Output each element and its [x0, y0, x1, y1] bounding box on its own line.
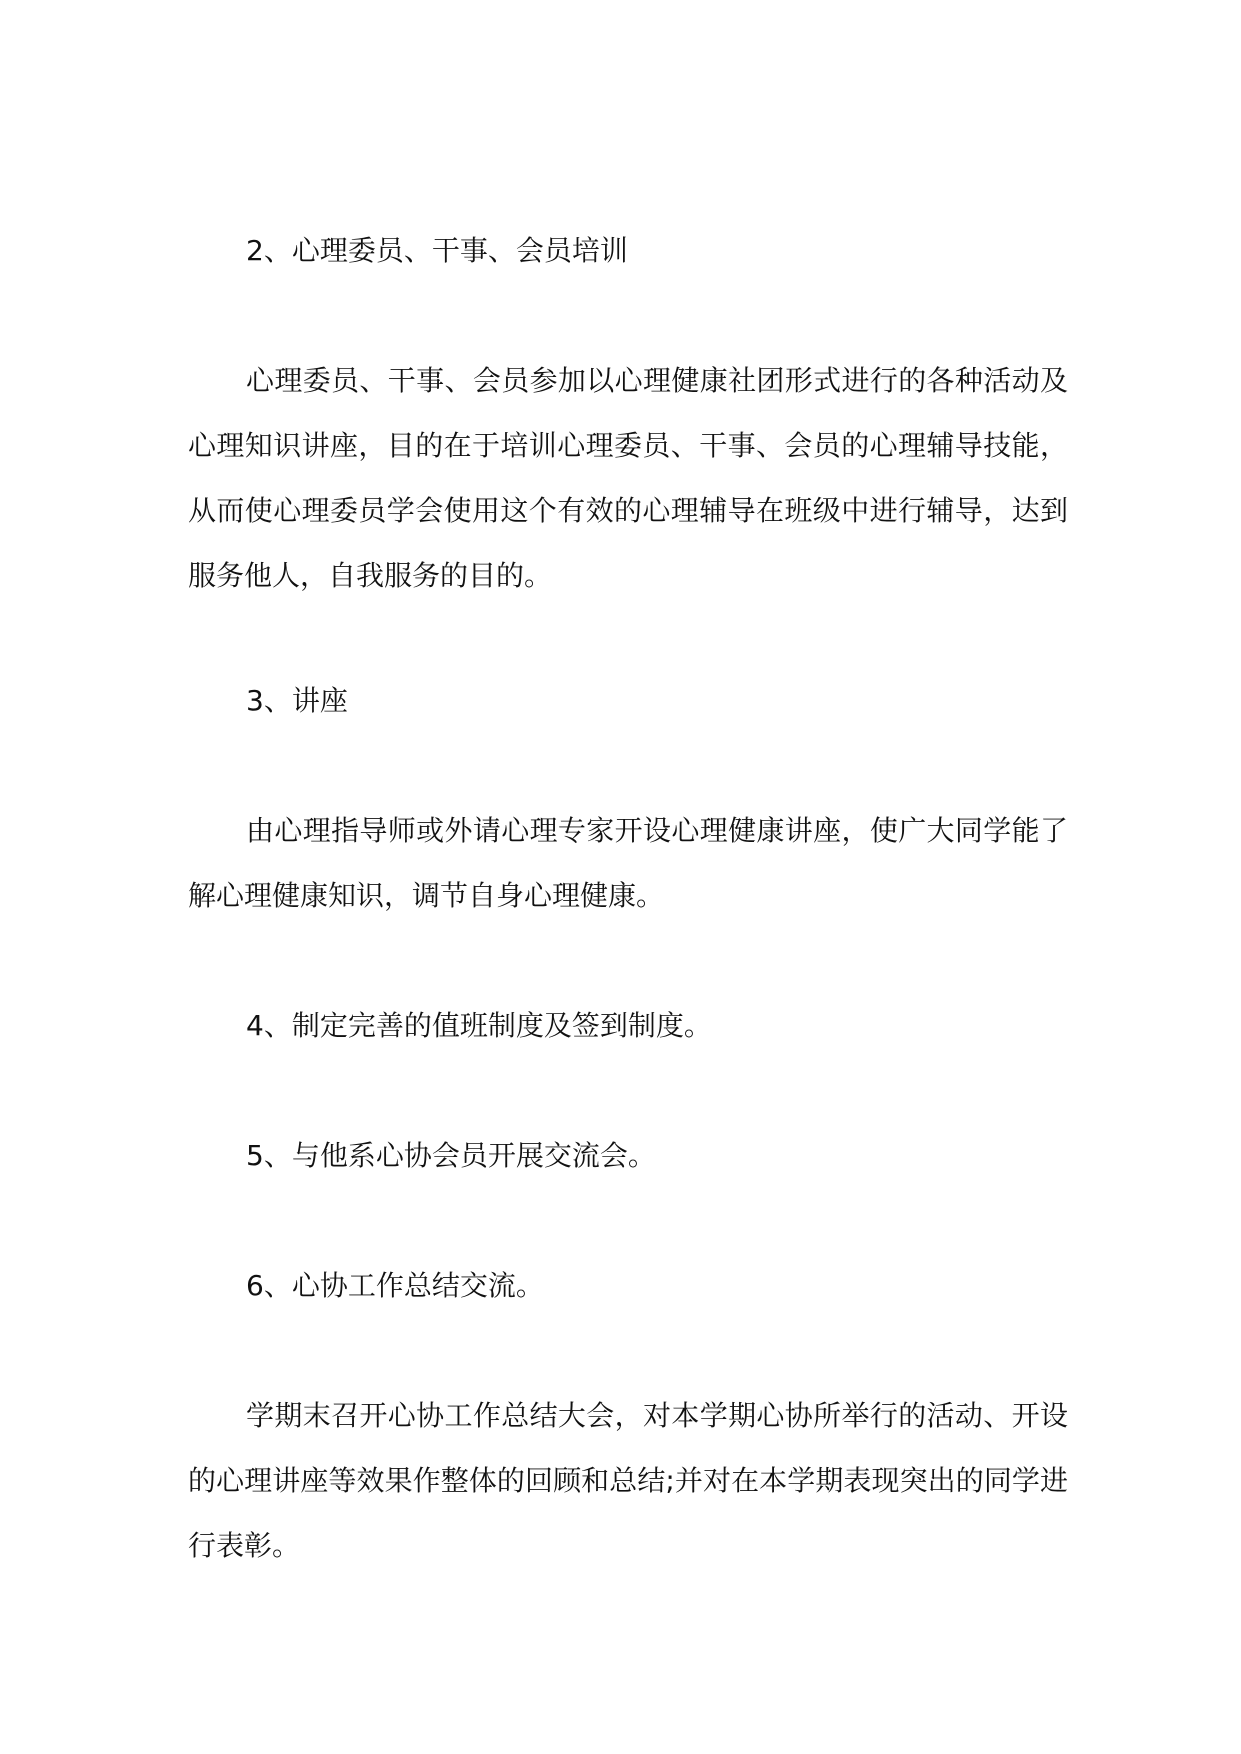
item-duty-system: 4、制定完善的值班制度及签到制度。	[246, 1009, 712, 1042]
paragraph-training: 心理委员、干事、会员参加以心理健康社团形式进行的各种活动及心理知识讲座，目的在于培训心理委员、干事、会员的心理辅导技能，从而使心理委员学会使用这个有效的心理辅导在班级中进行辅导，达到服务他人，自我服务的目的。	[188, 364, 1068, 592]
heading-summary: 6、心协工作总结交流。	[246, 1269, 544, 1302]
heading-training: 2、心理委员、干事、会员培训	[246, 234, 628, 267]
paragraph-summary: 学期末召开心协工作总结大会，对本学期心协所举行的活动、开设的心理讲座等效果作整体的回顾和总结;并对在本学期表现突出的同学进行表彰。	[188, 1399, 1068, 1562]
heading-lectures: 3、讲座	[246, 684, 348, 717]
item-exchange-meeting: 5、与他系心协会员开展交流会。	[246, 1139, 656, 1172]
paragraph-lectures: 由心理指导师或外请心理专家开设心理健康讲座，使广大同学能了解心理健康知识，调节自身心理健康。	[188, 814, 1068, 912]
